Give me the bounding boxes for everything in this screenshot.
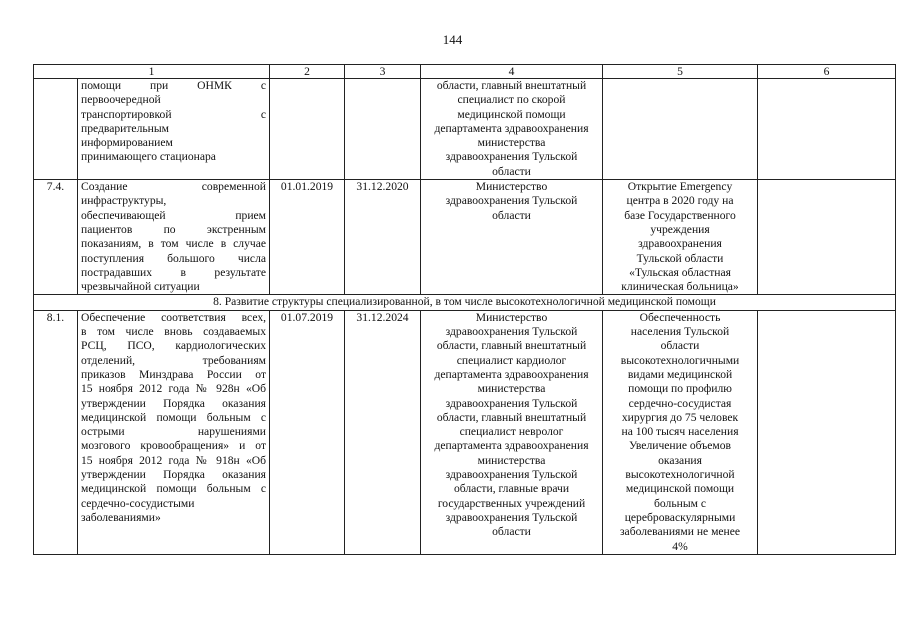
action-line: сердечно-сосудистыми	[81, 496, 195, 510]
responsible-line: департамента здравоохранения	[434, 367, 589, 381]
item-number: 8.1.	[46, 310, 65, 324]
responsible-line: области, главный внештатный	[436, 339, 587, 353]
item-number-cell	[34, 79, 78, 180]
result-line: Тульской области	[636, 251, 724, 265]
section-title: 8. Развитие структуры специализированной, в том числе высокотехнологичной медицинской помощи	[213, 295, 716, 309]
action-line: Обеспечение соответствия всех,	[81, 310, 267, 324]
table-row	[34, 310, 896, 554]
result-line: Увеличение объемов	[629, 439, 732, 453]
item-number-cell	[34, 310, 78, 554]
header-col-3: 3	[345, 65, 421, 79]
action-cell	[78, 79, 270, 180]
action-line: помощи при ОНМК с	[81, 79, 267, 92]
responsible-line: специалист кардиолог	[456, 353, 567, 367]
result-line: «Тульская областная	[629, 265, 731, 279]
action-line: пациентов по экстренным	[81, 222, 267, 236]
action-line: чрезвычайной ситуации	[81, 280, 200, 294]
header-col-1: 1	[34, 65, 270, 79]
start-date-cell	[270, 180, 345, 295]
result-line: Открытие Emergency	[627, 180, 733, 194]
action-line: Создание современной	[81, 180, 267, 194]
action-line: утверждении Порядка оказания	[81, 396, 267, 410]
responsible-line: здравоохранения Тульской	[445, 194, 578, 208]
end-date-cell	[345, 180, 421, 295]
responsible-line: здравоохранения Тульской	[445, 325, 578, 339]
start-date: 01.01.2019	[280, 180, 334, 194]
action-line: в том числе вновь создаваемых	[81, 325, 267, 339]
result-line: видами медицинской	[627, 367, 733, 381]
responsible-line: области	[492, 164, 531, 178]
result-cell	[603, 180, 758, 295]
start-date-cell	[270, 79, 345, 180]
end-date-cell	[345, 79, 421, 180]
action-line: поступления большого числа	[81, 251, 267, 265]
responsible-line: государственных учреждений	[437, 496, 586, 510]
result-line: Обеспеченность	[639, 310, 721, 324]
result-line: больным с	[654, 496, 707, 510]
result-line: высокотехнологичной	[625, 468, 735, 482]
action-line: медицинской помощи больным с	[81, 482, 267, 496]
action-line: РСЦ, ПСО, кардиологических	[81, 339, 267, 353]
responsible-line: министерства	[477, 382, 546, 396]
end-date: 31.12.2024	[356, 310, 409, 324]
responsible-line: области, главный внештатный	[436, 410, 587, 424]
note-cell	[758, 79, 896, 180]
responsible-line: области	[492, 208, 531, 222]
start-date-cell	[270, 310, 345, 554]
result-line: медицинской помощи	[625, 482, 735, 496]
action-line: мозгового кровообращения» и от	[81, 439, 267, 453]
section-heading	[34, 295, 896, 310]
table-row	[34, 79, 896, 180]
result-line: учреждения	[650, 222, 710, 236]
result-line: заболеваниями не менее	[619, 525, 741, 539]
responsible-cell	[421, 310, 603, 554]
responsible-line: области, главный внештатный	[436, 79, 587, 92]
result-cell	[603, 310, 758, 554]
action-line: острыми нарушениями	[81, 425, 267, 439]
result-line: на 100 тысяч населения	[621, 425, 739, 439]
responsible-line: департамента здравоохранения	[434, 439, 589, 453]
action-cell	[78, 310, 270, 554]
header-row	[34, 65, 896, 79]
action-line: транспортировкой с	[81, 107, 267, 121]
responsible-cell	[421, 79, 603, 180]
action-cell	[78, 180, 270, 295]
action-line: 15 ноября 2012 года № 928н «Об	[81, 382, 267, 396]
responsible-line: здравоохранения Тульской	[445, 150, 578, 164]
responsible-line: области	[492, 525, 531, 539]
plan-table	[33, 64, 896, 555]
responsible-line: департамента здравоохранения	[434, 121, 589, 135]
responsible-line: здравоохранения Тульской	[445, 396, 578, 410]
responsible-line: здравоохранения Тульской	[445, 468, 578, 482]
section-row	[34, 295, 896, 310]
result-line: клиническая больница»	[621, 280, 739, 294]
end-date-cell	[345, 310, 421, 554]
action-line: отделений, требованиям	[81, 353, 267, 367]
action-line: утверждении Порядка оказания	[81, 468, 267, 482]
item-number-cell	[34, 180, 78, 295]
action-line: медицинской помощи больным с	[81, 410, 267, 424]
action-line: показаниям, в том числе в случае	[81, 237, 267, 251]
responsible-line: специалист по скорой	[457, 93, 566, 107]
result-line: здравоохранения	[638, 237, 722, 251]
result-line: высокотехнологичными	[620, 353, 740, 367]
note-cell	[758, 180, 896, 295]
result-line: цереброваскулярными	[624, 510, 736, 524]
action-line: приказов Минздрава России от	[81, 367, 267, 381]
result-line: помощи по профилю	[628, 382, 732, 396]
header-col-5: 5	[603, 65, 758, 79]
action-line: предварительным	[81, 121, 169, 135]
responsible-line: Министерство	[475, 180, 548, 194]
end-date: 31.12.2020	[356, 180, 409, 194]
result-line: 4%	[672, 539, 688, 553]
note-cell	[758, 310, 896, 554]
responsible-line: здравоохранения Тульской	[445, 510, 578, 524]
result-line: базе Государственного	[624, 208, 736, 222]
header-col-2: 2	[270, 65, 345, 79]
action-line: 15 ноября 2012 года № 918н «Об	[81, 453, 267, 467]
responsible-cell	[421, 180, 603, 295]
responsible-line: министерства	[477, 453, 546, 467]
result-line: оказания	[658, 453, 702, 467]
result-line: области	[660, 339, 700, 353]
header-col-4: 4	[421, 65, 603, 79]
result-line: центра в 2020 году на	[626, 194, 734, 208]
result-line: сердечно-сосудистая	[628, 396, 732, 410]
responsible-line: министерства	[477, 136, 546, 150]
responsible-line: области, главные врачи	[453, 482, 570, 496]
header-col-6: 6	[758, 65, 896, 79]
responsible-line: специалист невролог	[459, 425, 564, 439]
action-line: инфраструктуры,	[81, 194, 167, 208]
page-number: 144	[442, 32, 463, 47]
result-cell	[603, 79, 758, 180]
table-row	[34, 180, 896, 295]
action-line: заболеваниями»	[81, 510, 161, 524]
result-line: хирургия до 75 человек	[621, 410, 739, 424]
responsible-line: медицинской помощи	[457, 107, 566, 121]
action-line: первоочередной	[81, 93, 161, 107]
start-date: 01.07.2019	[280, 310, 334, 324]
action-line: пострадавших в результате	[81, 265, 267, 279]
action-line: принимающего стационара	[81, 150, 216, 164]
responsible-line: Министерство	[475, 310, 548, 324]
action-line: обеспечивающей прием	[81, 208, 267, 222]
result-line: населения Тульской	[630, 325, 730, 339]
item-number: 7.4.	[46, 180, 65, 194]
action-line: информированием	[81, 136, 173, 150]
